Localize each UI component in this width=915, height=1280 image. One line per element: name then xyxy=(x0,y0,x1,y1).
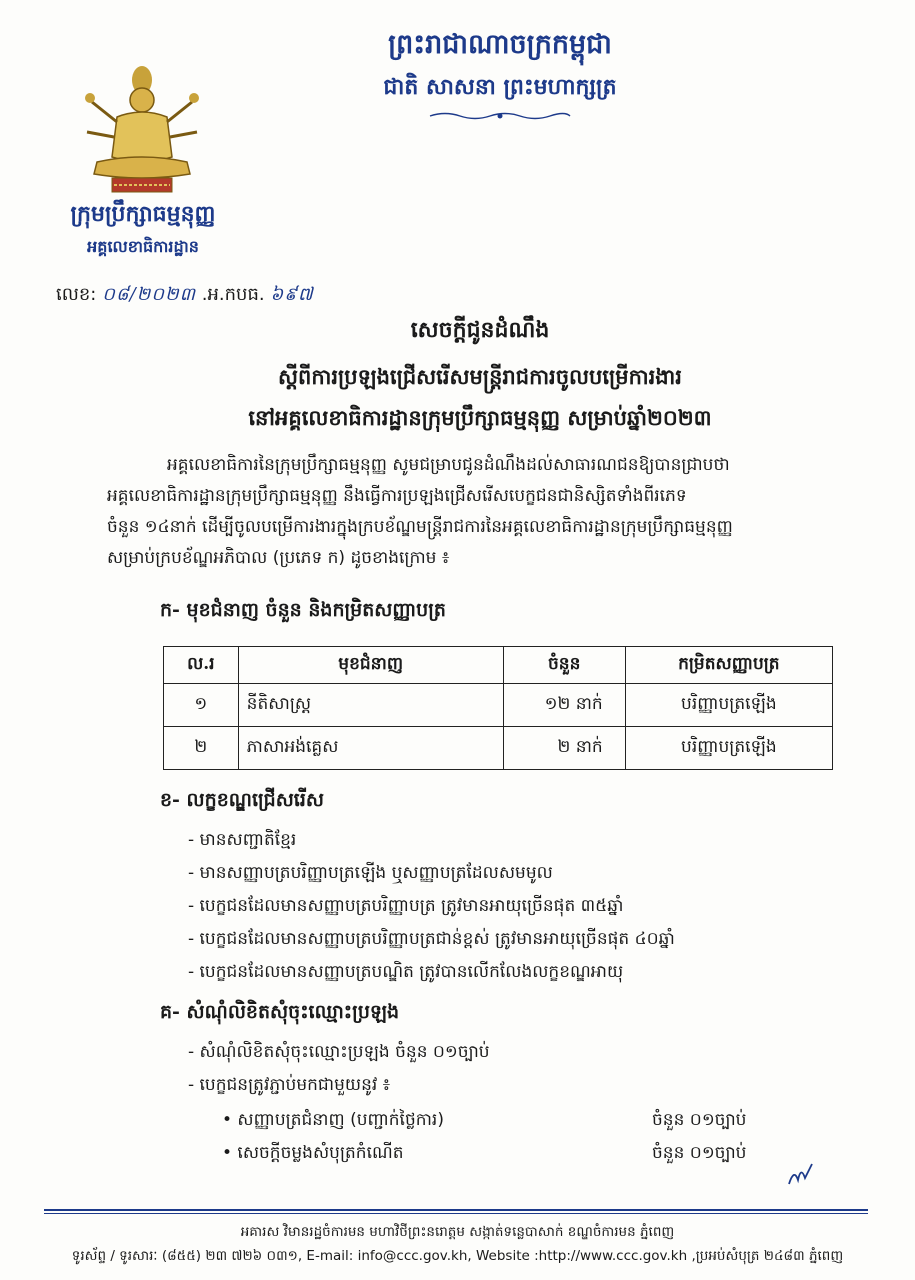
list-item: - បេក្ខជនដែលមានសញ្ញាបត្របរិញ្ញាបត្រជាន់ខ្ពស់ ត្រូវមានអាយុច្រើនផុត ៤០ឆ្នាំ xyxy=(188,929,675,949)
notice-title: សេចក្តីជូនដំណឹង xyxy=(410,317,550,343)
reference-code: ៦៩៧ xyxy=(270,284,314,305)
subject-line-2: នៅអគ្គលេខាធិការដ្ឋានក្រុមប្រឹក្សាធម្មនុញ្ញ សម្រាប់ឆ្នាំ២០២៣ xyxy=(248,405,712,430)
intro-paragraph xyxy=(107,450,837,574)
column-header: ល.រ xyxy=(164,647,239,684)
document-row xyxy=(222,1137,812,1170)
kingdom-motto: ជាតិ សាសនា ព្រះមហាក្សត្រ xyxy=(383,74,617,100)
list-item: - មានសញ្ញាបត្របរិញ្ញាបត្រឡើង ឬសញ្ញាបត្រដែលសមមូល xyxy=(188,863,553,883)
footer xyxy=(40,1220,875,1268)
list-item: - សំណុំលិខិតសុំចុះឈ្មោះប្រឡង ចំនួន ០១ច្បាប់ xyxy=(188,1042,490,1062)
list-item: - បេក្ខជនត្រូវភ្ជាប់មកជាមួយនូវ ៖ xyxy=(188,1075,391,1095)
footer-divider xyxy=(44,1209,868,1211)
ornament-divider-icon xyxy=(425,111,575,121)
reference-handwritten-number: ០៨/២០២៣ xyxy=(102,284,197,305)
footer-address: អគារស វិមានរដ្ឋចំការមន មហាវិថីព្រះនរោត្តម សង្កាត់ទន្លេបាសាក់ ខណ្ឌចំការមន ភ្នំពេញ xyxy=(240,1224,675,1240)
application-list xyxy=(188,1036,490,1102)
reference-label: លេខ: xyxy=(56,284,97,305)
cell-count: ២ នាក់ xyxy=(503,727,625,770)
reference-number xyxy=(56,282,314,309)
document-name: • សេចក្តីចម្លងសំបុត្រកំណើត xyxy=(222,1143,404,1163)
intro-line: សម្រាប់ក្របខ័ណ្ឌអភិបាល (ប្រភេទ ក) ដូចខាងក្រោម ៖ xyxy=(107,548,450,568)
cell-no: ១ xyxy=(164,684,239,727)
column-header: ចំនួន xyxy=(503,647,625,684)
cell-skill: នីតិសាស្ត្រ xyxy=(238,684,503,727)
reference-suffix: .អ.កបធ. xyxy=(201,284,265,305)
cell-degree: បរិញ្ញាបត្រឡើង xyxy=(625,727,832,770)
intro-line: ចំនួន ១៤នាក់ ដើម្បីចូលបម្រើការងារក្នុងក្របខ័ណ្ឌមន្ត្រីរាជការនៃអគ្គលេខាធិការដ្ឋានក្រុមប្រឹក្សាធម្មនុញ្ញ xyxy=(107,517,733,537)
subject-line-1: ស្តីពីការប្រឡងជ្រើសរើសមន្ត្រីរាជការចូលបម្រើការងារ xyxy=(278,364,682,389)
document-qty: ចំនួន ០១ច្បាប់ xyxy=(652,1143,747,1163)
council-emblem-icon xyxy=(72,62,212,202)
section-c-heading: គ- សំណុំលិខិតសុំចុះឈ្មោះប្រឡង xyxy=(160,1001,400,1023)
footer-contact: ទូរស័ព្ទ / ទូរសារៈ (៨៥៥) ២៣ ៧២៦ ០៣១, E-mail: info@ccc.gov.kh, Website :http://www.ccc.gov.kh ,ប្រអប់សំបុត្រ ២៤៨៣ ភ្នំពេញ xyxy=(71,1248,844,1264)
cell-no: ២ xyxy=(164,727,239,770)
initials-signature-icon xyxy=(786,1160,816,1190)
footer-divider-thin xyxy=(44,1213,868,1214)
section-b-heading: ខ- លក្ខខណ្ឌជ្រើសរើស xyxy=(160,789,324,811)
list-item: - មានសញ្ជាតិខ្មែរ xyxy=(188,830,297,850)
table-row xyxy=(164,684,833,727)
required-documents xyxy=(222,1104,812,1170)
intro-line: អគ្គលេខាធិការដ្ឋានក្រុមប្រឹក្សាធម្មនុញ្ញ នឹងធ្វើការប្រឡងជ្រើសរើសបេក្ខជនជានិស្សិតទាំងពីរភេទ xyxy=(107,486,687,506)
criteria-list xyxy=(188,824,675,989)
kingdom-title: ព្រះរាជាណាចក្រកម្ពុជា xyxy=(388,29,612,60)
cell-degree: បរិញ្ញាបត្រឡើង xyxy=(625,684,832,727)
table-header-row xyxy=(164,647,833,684)
document-name: • សញ្ញាបត្រជំនាញ (បញ្ជាក់ថ្លៃការ) xyxy=(222,1110,444,1130)
column-header: មុខជំនាញ xyxy=(238,647,503,684)
document-qty: ចំនួន ០១ច្បាប់ xyxy=(652,1110,747,1130)
table-row xyxy=(164,727,833,770)
organization-block xyxy=(48,200,238,260)
document-row xyxy=(222,1104,812,1137)
section-a-heading: ក- មុខជំនាញ ចំនួន និងកម្រិតសញ្ញាបត្រ xyxy=(160,599,446,621)
organization-name: ក្រុមប្រឹក្សាធម្មនុញ្ញ xyxy=(70,201,216,227)
cell-count: ១២ នាក់ xyxy=(503,684,625,727)
document-titles xyxy=(150,316,810,436)
cell-skill: ភាសាអង់គ្លេស xyxy=(238,727,503,770)
list-item: - បេក្ខជនដែលមានសញ្ញាបត្របរិញ្ញាបត្រ ត្រូវមានអាយុច្រើនផុត ៣៥ឆ្នាំ xyxy=(188,896,624,916)
column-header: កម្រិតសញ្ញាបត្រ xyxy=(625,647,832,684)
positions-table xyxy=(163,646,833,770)
kingdom-header xyxy=(330,28,670,125)
department-name: អគ្គលេខាធិការដ្ឋាន xyxy=(87,237,199,256)
intro-line: អគ្គលេខាធិការនៃក្រុមប្រឹក្សាធម្មនុញ្ញ សូមជម្រាបជូនដំណឹងដល់សាធារណជនឱ្យបានជ្រាបថា xyxy=(167,455,730,475)
list-item: - បេក្ខជនដែលមានសញ្ញាបត្របណ្ឌិត ត្រូវបានលើកលែងលក្ខខណ្ឌអាយុ xyxy=(188,962,624,982)
